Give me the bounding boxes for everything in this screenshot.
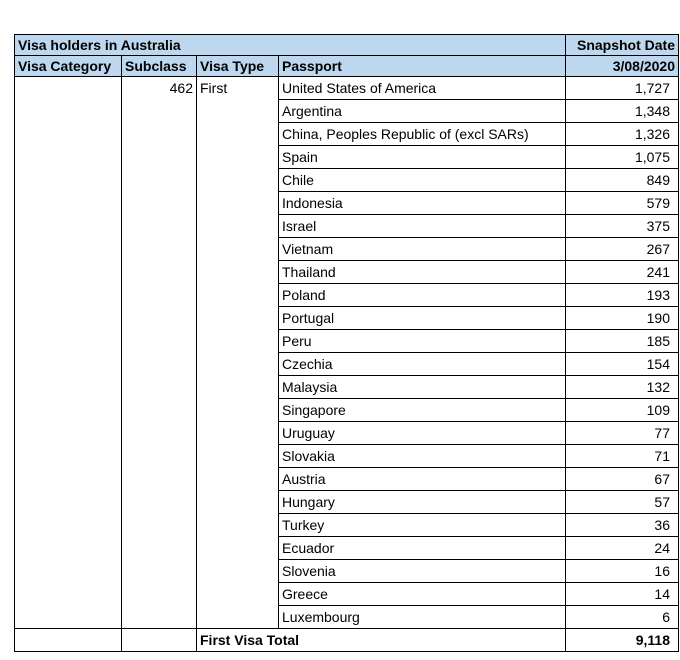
cell-subclass[interactable] xyxy=(122,422,197,445)
cell-visa-category[interactable] xyxy=(15,422,122,445)
cell-count[interactable]: 190 xyxy=(566,307,679,330)
table-row xyxy=(15,422,679,445)
col-header-subclass[interactable]: Subclass xyxy=(122,56,197,77)
table-row xyxy=(15,330,679,353)
cell-subclass[interactable] xyxy=(122,445,197,468)
cell-passport[interactable]: Thailand xyxy=(279,261,566,284)
cell-subclass[interactable] xyxy=(122,376,197,399)
cell-visa-type[interactable] xyxy=(197,422,279,445)
column-header-row xyxy=(15,56,679,77)
cell-visa-type[interactable] xyxy=(197,376,279,399)
cell-visa-type[interactable] xyxy=(197,583,279,606)
table-row xyxy=(15,491,679,514)
cell-count[interactable]: 132 xyxy=(566,376,679,399)
cell-passport[interactable]: Poland xyxy=(279,284,566,307)
cell-passport[interactable]: Spain xyxy=(279,146,566,169)
table-row xyxy=(15,238,679,261)
cell-count[interactable]: 24 xyxy=(566,537,679,560)
cell-visa-type[interactable] xyxy=(197,123,279,146)
cell-visa-category[interactable] xyxy=(15,606,122,629)
cell-visa-category[interactable] xyxy=(15,123,122,146)
cell-passport[interactable]: Indonesia xyxy=(279,192,566,215)
cell-visa-category[interactable] xyxy=(15,399,122,422)
table-row xyxy=(15,560,679,583)
cell-subclass[interactable] xyxy=(122,238,197,261)
cell-subclass[interactable] xyxy=(122,514,197,537)
spreadsheet xyxy=(14,34,678,652)
cell-count[interactable]: 16 xyxy=(566,560,679,583)
visa-table xyxy=(14,34,679,652)
cell-passport[interactable]: Slovenia xyxy=(279,560,566,583)
cell-subclass[interactable] xyxy=(122,215,197,238)
cell-passport[interactable]: Vietnam xyxy=(279,238,566,261)
cell-subclass[interactable] xyxy=(122,123,197,146)
cell-count[interactable]: 1,326 xyxy=(566,123,679,146)
cell-passport[interactable]: Ecuador xyxy=(279,537,566,560)
cell-count[interactable]: 1,348 xyxy=(566,100,679,123)
cell-visa-type[interactable] xyxy=(197,100,279,123)
cell-visa-category[interactable] xyxy=(15,100,122,123)
total-row xyxy=(15,629,679,652)
cell-visa-category[interactable] xyxy=(15,215,122,238)
cell-visa-type[interactable] xyxy=(197,169,279,192)
table-row xyxy=(15,514,679,537)
cell-visa-type[interactable] xyxy=(197,445,279,468)
total-value[interactable]: 9,118 xyxy=(566,629,679,652)
cell-count[interactable]: 267 xyxy=(566,238,679,261)
table-row xyxy=(15,100,679,123)
cell-subclass[interactable] xyxy=(122,629,197,652)
cell-subclass[interactable] xyxy=(122,192,197,215)
table-row xyxy=(15,77,679,100)
cell-visa-type[interactable] xyxy=(197,514,279,537)
cell-visa-type[interactable] xyxy=(197,192,279,215)
cell-visa-category[interactable] xyxy=(15,468,122,491)
cell-visa-type[interactable] xyxy=(197,307,279,330)
cell-count[interactable]: 1,727 xyxy=(566,77,679,100)
cell-subclass[interactable] xyxy=(122,353,197,376)
cell-visa-type[interactable] xyxy=(197,560,279,583)
table-row xyxy=(15,583,679,606)
cell-passport[interactable]: Israel xyxy=(279,215,566,238)
col-header-visa-type[interactable]: Visa Type xyxy=(197,56,279,77)
cell-subclass[interactable] xyxy=(122,560,197,583)
cell-subclass[interactable] xyxy=(122,146,197,169)
cell-visa-category[interactable] xyxy=(15,583,122,606)
cell-passport[interactable]: Luxembourg xyxy=(279,606,566,629)
col-header-passport[interactable]: Passport xyxy=(279,56,566,77)
cell-passport[interactable]: Czechia xyxy=(279,353,566,376)
cell-subclass[interactable] xyxy=(122,100,197,123)
cell-count[interactable]: 71 xyxy=(566,445,679,468)
cell-visa-category[interactable] xyxy=(15,192,122,215)
cell-count[interactable]: 67 xyxy=(566,468,679,491)
table-row xyxy=(15,468,679,491)
cell-visa-category[interactable] xyxy=(15,353,122,376)
table-row xyxy=(15,261,679,284)
cell-passport[interactable]: Argentina xyxy=(279,100,566,123)
cell-count[interactable]: 1,075 xyxy=(566,146,679,169)
table-row xyxy=(15,445,679,468)
cell-subclass[interactable] xyxy=(122,468,197,491)
cell-subclass[interactable] xyxy=(122,399,197,422)
cell-visa-type[interactable] xyxy=(197,606,279,629)
cell-visa-category[interactable] xyxy=(15,491,122,514)
cell-subclass[interactable]: 462 xyxy=(122,77,197,100)
snapshot-date-value[interactable]: 3/08/2020 xyxy=(566,56,679,77)
cell-visa-category[interactable] xyxy=(15,261,122,284)
cell-count[interactable]: 77 xyxy=(566,422,679,445)
cell-visa-type[interactable] xyxy=(197,284,279,307)
cell-count[interactable]: 579 xyxy=(566,192,679,215)
cell-passport[interactable]: Austria xyxy=(279,468,566,491)
cell-visa-type[interactable] xyxy=(197,261,279,284)
cell-count[interactable]: 6 xyxy=(566,606,679,629)
cell-visa-type[interactable] xyxy=(197,468,279,491)
table-row xyxy=(15,284,679,307)
cell-subclass[interactable] xyxy=(122,330,197,353)
cell-passport[interactable]: Uruguay xyxy=(279,422,566,445)
cell-passport[interactable]: Chile xyxy=(279,169,566,192)
cell-count[interactable]: 36 xyxy=(566,514,679,537)
cell-count[interactable]: 241 xyxy=(566,261,679,284)
snapshot-date-label[interactable]: Snapshot Date xyxy=(566,35,679,56)
cell-passport[interactable]: Turkey xyxy=(279,514,566,537)
cell-passport[interactable]: United States of America xyxy=(279,77,566,100)
cell-visa-category[interactable] xyxy=(15,445,122,468)
cell-visa-category[interactable] xyxy=(15,537,122,560)
cell-subclass[interactable] xyxy=(122,491,197,514)
cell-passport[interactable]: Portugal xyxy=(279,307,566,330)
cell-visa-type[interactable]: First xyxy=(197,77,279,100)
col-header-visa-category[interactable]: Visa Category xyxy=(15,56,122,77)
cell-visa-type[interactable] xyxy=(197,238,279,261)
title-row xyxy=(15,35,679,56)
cell-visa-category[interactable] xyxy=(15,169,122,192)
cell-count[interactable]: 57 xyxy=(566,491,679,514)
cell-passport[interactable]: Hungary xyxy=(279,491,566,514)
cell-count[interactable]: 849 xyxy=(566,169,679,192)
table-row xyxy=(15,146,679,169)
cell-passport[interactable]: Singapore xyxy=(279,399,566,422)
cell-visa-category[interactable] xyxy=(15,307,122,330)
cell-passport[interactable]: Greece xyxy=(279,583,566,606)
cell-passport[interactable]: Slovakia xyxy=(279,445,566,468)
cell-visa-category[interactable] xyxy=(15,560,122,583)
table-row xyxy=(15,376,679,399)
cell-subclass[interactable] xyxy=(122,169,197,192)
cell-passport[interactable]: China, Peoples Republic of (excl SARs) xyxy=(279,123,566,146)
cell-subclass[interactable] xyxy=(122,284,197,307)
cell-passport[interactable]: Malaysia xyxy=(279,376,566,399)
cell-passport[interactable]: Peru xyxy=(279,330,566,353)
table-row xyxy=(15,537,679,560)
cell-subclass[interactable] xyxy=(122,606,197,629)
table-row xyxy=(15,353,679,376)
cell-visa-type[interactable] xyxy=(197,330,279,353)
cell-count[interactable]: 109 xyxy=(566,399,679,422)
table-title[interactable]: Visa holders in Australia xyxy=(15,35,566,56)
cell-count[interactable]: 154 xyxy=(566,353,679,376)
cell-visa-category[interactable] xyxy=(15,284,122,307)
table-row xyxy=(15,169,679,192)
cell-subclass[interactable] xyxy=(122,307,197,330)
cell-subclass[interactable] xyxy=(122,261,197,284)
cell-visa-type[interactable] xyxy=(197,215,279,238)
table-row xyxy=(15,606,679,629)
cell-subclass[interactable] xyxy=(122,537,197,560)
cell-visa-category[interactable] xyxy=(15,238,122,261)
table-row xyxy=(15,399,679,422)
table-row xyxy=(15,307,679,330)
cell-visa-category[interactable] xyxy=(15,514,122,537)
cell-count[interactable]: 14 xyxy=(566,583,679,606)
cell-visa-category[interactable] xyxy=(15,376,122,399)
cell-visa-type[interactable] xyxy=(197,491,279,514)
cell-visa-type[interactable] xyxy=(197,537,279,560)
cell-visa-type[interactable] xyxy=(197,353,279,376)
cell-count[interactable]: 375 xyxy=(566,215,679,238)
cell-visa-category[interactable] xyxy=(15,77,122,100)
cell-visa-type[interactable] xyxy=(197,146,279,169)
table-row xyxy=(15,192,679,215)
cell-subclass[interactable] xyxy=(122,583,197,606)
cell-count[interactable]: 185 xyxy=(566,330,679,353)
table-row xyxy=(15,215,679,238)
cell-visa-category[interactable] xyxy=(15,330,122,353)
cell-visa-type[interactable] xyxy=(197,399,279,422)
total-label[interactable]: First Visa Total xyxy=(197,629,566,652)
cell-count[interactable]: 193 xyxy=(566,284,679,307)
table-row xyxy=(15,123,679,146)
cell-visa-category[interactable] xyxy=(15,629,122,652)
cell-visa-category[interactable] xyxy=(15,146,122,169)
